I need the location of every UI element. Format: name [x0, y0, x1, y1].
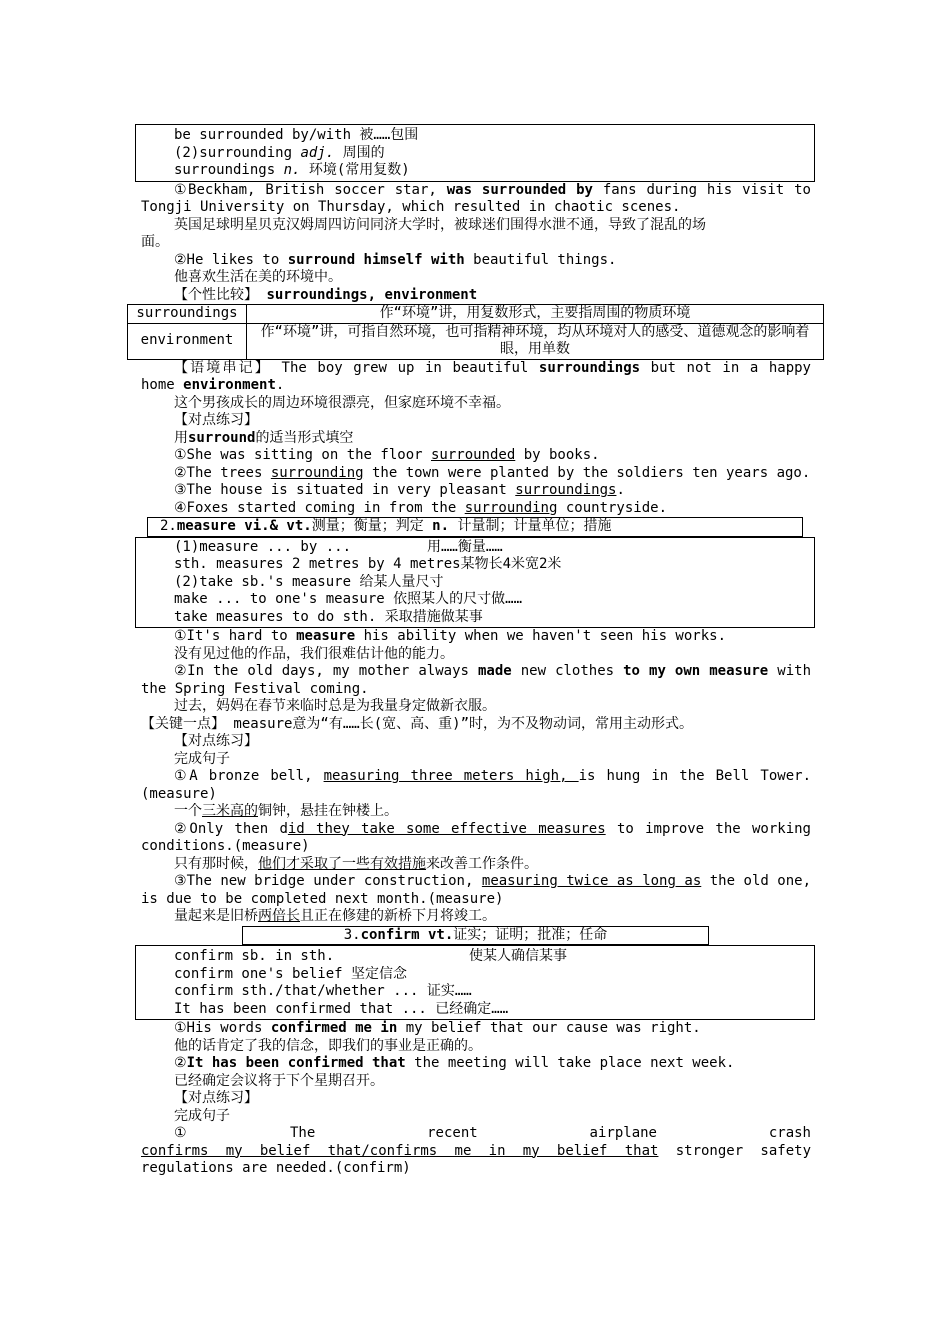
answer: measuring twice as long as — [481, 873, 702, 889]
phrase-line: confirm sth./that/whether ... 证实…… — [174, 983, 472, 999]
answer: surroundings — [515, 482, 617, 498]
phrase-line: take measures to do sth. 采取措施做某事 — [174, 608, 483, 625]
practice-translation: 只有那时候，他们才采取了一些有效措施来改善工作条件。 — [174, 855, 538, 872]
document-page — [136, 124, 811, 1178]
example-sentence: ②He likes to surround himself with beautiful things. — [174, 251, 617, 268]
practice-item: ①She was sitting on the floor surrounded by books. — [174, 447, 600, 463]
surround-phrase-box — [135, 124, 815, 182]
practice-title: 【对点练习】 — [174, 733, 258, 749]
measure-phrase-box — [135, 537, 815, 629]
phrase-line: surroundings n. 环境(常用复数) — [174, 162, 410, 178]
context-memory: 【语境串记】 The boy grew up in beautiful surroundings but not in a happy — [174, 359, 811, 376]
example-translation: 英国足球明星贝克汉姆周四访问同济大学时，被球迷们围得水泄不通，导致了混乱的场 — [174, 216, 706, 233]
practice-item: ④Foxes started coming in from the surrounding countryside. — [174, 499, 667, 516]
practice-item: ②The trees surrounding the town were planted by the soldiers ten years ago. — [174, 464, 811, 481]
answer: surrounding — [270, 464, 364, 481]
phrase-line: confirm one's belief 坚定信念 — [174, 965, 408, 982]
example-translation: 他喜欢生活在美的环境中。 — [174, 269, 342, 285]
phrase-line: (2)take sb.'s measure 给某人量尺寸 — [174, 573, 444, 590]
key-point: 【关键一点】 measure意为“有……长(宽、高、重)”时，为不及物动词，常用主动形式。 — [141, 715, 694, 732]
answer: 三米高的 — [202, 803, 258, 819]
table-cell-desc: 作“环境”讲，用复数形式，主要指周围的物质环境 — [247, 305, 824, 324]
table-cell-desc: 作“环境”讲，可指自然环境，也可指精神环境，均从环境对人的感受、道德观念的影响着眼，用单数 — [247, 323, 824, 359]
practice-item: ③The new bridge under construction, measuring twice as long as the old one, — [174, 873, 811, 889]
answer: 他们才采取了一些有效措施 — [258, 855, 426, 872]
phrase-line: be surrounded by/with 被……包围 — [174, 127, 419, 143]
measure-heading: 2.measure vi.& vt.测量；衡量；判定 n. 计量制；计量单位；措施 — [147, 517, 803, 537]
comparison-title: 【个性比较】 surroundings, environment — [174, 286, 478, 303]
practice-translation: 量起来是旧桥两倍长且正在修建的新桥下月将竣工。 — [174, 908, 496, 924]
practice-item-cont: is due to be completed next month.(measure) — [141, 890, 504, 907]
practice-instruction: 完成句子 — [174, 1107, 230, 1124]
example-sentence: ①Beckham, British soccer star, was surrounded by fans during his visit to — [174, 181, 811, 198]
table-row — [128, 323, 824, 359]
example-sentence-cont: the Spring Festival coming. — [141, 680, 369, 697]
example-sentence: ①It's hard to measure his ability when we haven't seen his works. — [174, 628, 727, 644]
example-translation-cont: 面。 — [141, 234, 169, 250]
example-translation: 已经确定会议将于下个星期召开。 — [174, 1072, 384, 1089]
practice-item: ①A bronze bell, measuring three meters high, is hung in the Bell Tower. — [174, 768, 811, 784]
practice-item: ②Only then did they take some effective measures to improve the working — [174, 820, 811, 837]
answer: id they take some effective measures — [287, 820, 606, 837]
example-sentence: ②It has been confirmed that the meeting will take place next week. — [174, 1055, 735, 1071]
phrase-line: (2)surrounding adj. 周围的 — [174, 144, 385, 161]
practice-item-cont: conditions.(measure) — [141, 838, 310, 854]
confirm-heading: 3.confirm vt.证实；证明；批准；任命 — [242, 926, 709, 946]
table-cell-word: surroundings — [128, 305, 247, 324]
phrase-line: make ... to one's measure 依照某人的尺寸做…… — [174, 591, 523, 607]
phrase-line: (1)measure ... by ... 用……衡量…… — [174, 538, 503, 555]
context-translation: 这个男孩成长的周边环境很漂亮，但家庭环境不幸福。 — [174, 394, 510, 411]
practice-item: ①The recent airplane crash — [174, 1125, 811, 1141]
context-memory-cont: home environment. — [141, 377, 285, 393]
answer: measuring three meters high, — [323, 768, 579, 784]
example-sentence: ①His words confirmed me in my belief that our cause was right. — [174, 1020, 701, 1036]
practice-translation: 一个三米高的铜钟，悬挂在钟楼上。 — [174, 803, 398, 819]
table-row — [128, 305, 824, 324]
example-translation: 他的话肯定了我的信念，即我们的事业是正确的。 — [174, 1037, 482, 1054]
answer: 两倍长 — [258, 908, 300, 924]
phrase-line: confirm sb. in sth. 使某人确信某事 — [174, 948, 567, 964]
example-sentence-cont: Tongji University on Thursday, which resulted in chaotic scenes. — [141, 199, 681, 215]
practice-item-cont: (measure) — [141, 785, 217, 802]
example-translation: 没有见过他的作品，我们很难估计他的能力。 — [174, 645, 454, 662]
phrase-line: It has been confirmed that ... 已经确定…… — [174, 1000, 509, 1017]
answer: confirms my belief that/confirms me in my belief that — [141, 1142, 659, 1159]
answer: surrounding — [464, 499, 558, 516]
comparison-table — [127, 304, 824, 360]
example-sentence: ②In the old days, my mother always made new clothes to my own measure with — [174, 663, 811, 679]
phrase-line: sth. measures 2 metres by 4 metres某物长4米宽2米 — [174, 556, 562, 572]
practice-item: ③The house is situated in very pleasant surroundings. — [174, 482, 625, 498]
practice-title: 【对点练习】 — [174, 1090, 258, 1106]
practice-instruction: 用surround的适当形式填空 — [174, 429, 354, 446]
example-translation: 过去，妈妈在春节来临时总是为我量身定做新衣服。 — [174, 698, 496, 714]
table-cell-word: environment — [128, 323, 247, 359]
practice-item-cont: regulations are needed.(confirm) — [141, 1160, 411, 1176]
answer: surrounded — [430, 447, 516, 463]
practice-title: 【对点练习】 — [174, 412, 258, 428]
practice-item-cont: confirms my belief that/confirms me in my belief that stronger safety — [141, 1142, 811, 1159]
confirm-phrase-box — [135, 945, 815, 1020]
practice-instruction: 完成句子 — [174, 750, 230, 767]
